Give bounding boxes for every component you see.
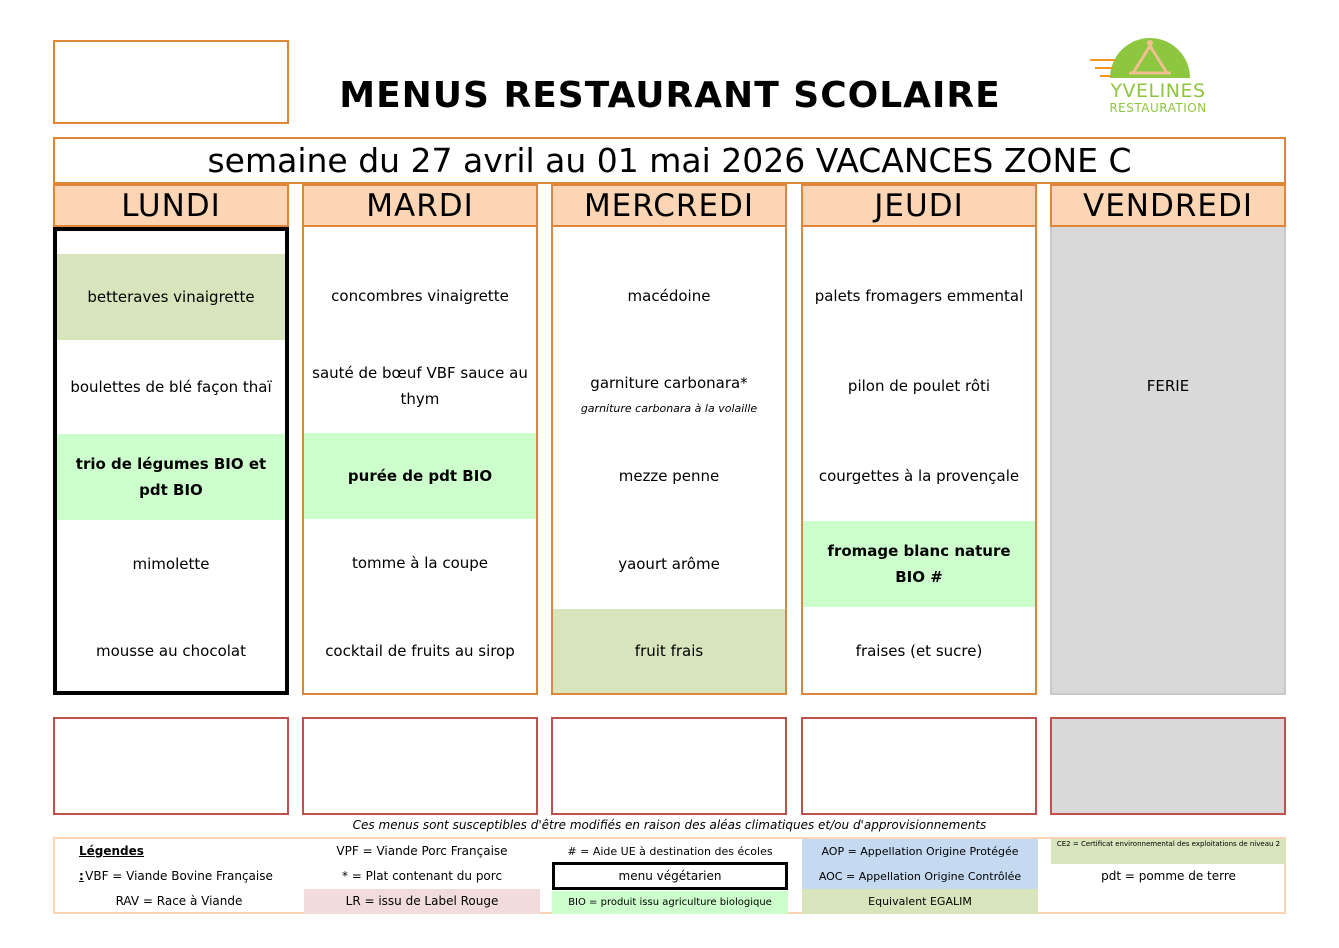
legend-vbf: VBF = Viande Bovine Française [85,869,273,883]
vendredi-ferie: FERIE [1146,377,1190,395]
logo-text-restauration: RESTAURATION [1109,101,1207,115]
legend-vegetarien: menu végétarien [552,862,788,890]
legend-vpf: VPF = Viande Porc Française [336,844,508,858]
disclaimer: Ces menus sont susceptibles d'être modifiés en raison des aléas climatiques et/ou d'approvisionnements [352,818,987,832]
legend-egalim: Equivalent EGALIM [802,889,1038,914]
mercredi-entree: macédoine [627,287,711,305]
menu-column-lundi [53,227,289,695]
mardi-garniture: purée de pdt BIO [304,433,536,519]
lundi-plat: boulettes de blé façon thaï [70,378,272,396]
legend-box [53,837,1286,914]
lundi-laitage: mimolette [132,555,210,573]
legend-aoc: AOC = Appellation Origine Contrôlée [802,864,1038,889]
menu-column-vendredi [1050,227,1286,695]
lundi-gouter-box [53,717,289,815]
day-header-jeudi: JEUDI [801,184,1037,227]
day-header-vendredi: VENDREDI [1050,184,1286,227]
menu-column-mardi [302,227,538,695]
vendredi-gouter-box [1050,717,1286,815]
legend-pdt: pdt = pomme de terre [1101,869,1236,883]
legend-aide-ue: # = Aide UE à destination des écoles [567,845,773,858]
menu-column-jeudi [801,227,1037,695]
mercredi-plat [553,339,785,433]
mercredi-plat-label: garniture carbonara* [590,374,748,392]
lundi-garniture: trio de légumes BIO et pdt BIO [57,434,285,520]
jeudi-garniture: courgettes à la provençale [818,467,1020,485]
legend-title: Légendes : [79,844,144,883]
legend-ce2: CE2 = Certificat environnemental des exploitations de niveau 2 [1051,839,1286,864]
mardi-entree: concombres vinaigrette [331,287,509,305]
jeudi-plat: pilon de poulet rôti [847,377,991,395]
jeudi-gouter-box [801,717,1037,815]
day-header-lundi: LUNDI [53,184,289,227]
legend-rav: RAV = Race à Viande [115,894,243,908]
legend-aop: AOP = Appellation Origine Protégée [802,839,1038,864]
mercredi-plat-note: garniture carbonara à la volaille [580,402,758,415]
legend-porc: * = Plat contenant du porc [341,869,503,883]
week-banner: semaine du 27 avril au 01 mai 2026 VACANCES ZONE C [53,137,1286,184]
day-header-mercredi: MERCREDI [551,184,787,227]
lundi-dessert: mousse au chocolat [96,642,246,660]
mardi-gouter-box [302,717,538,815]
mercredi-laitage: yaourt arôme [618,555,720,573]
mercredi-gouter-box [551,717,787,815]
jeudi-laitage: fromage blanc nature BIO # [803,521,1035,607]
legend-label-rouge: LR = issu de Label Rouge [304,889,540,914]
mardi-laitage: tomme à la coupe [351,554,489,572]
lundi-entree: betteraves vinaigrette [57,254,285,340]
mercredi-dessert: fruit frais [553,609,785,693]
page-title: MENUS RESTAURANT SCOLAIRE [339,75,1001,116]
mardi-plat: sauté de bœuf VBF sauce au thym [312,364,528,408]
jeudi-entree: palets fromagers emmental [814,287,1024,305]
day-header-mardi: MARDI [302,184,538,227]
jeudi-dessert: fraises (et sucre) [855,642,983,660]
logo-text-yvelines: YVELINES [1110,80,1206,102]
mercredi-garniture: mezze penne [618,467,720,485]
mardi-dessert: cocktail de fruits au sirop [325,642,515,660]
school-name-box [53,40,289,124]
legend-bio: BIO = produit issu agriculture biologique [552,891,788,914]
menu-column-mercredi [551,227,787,695]
